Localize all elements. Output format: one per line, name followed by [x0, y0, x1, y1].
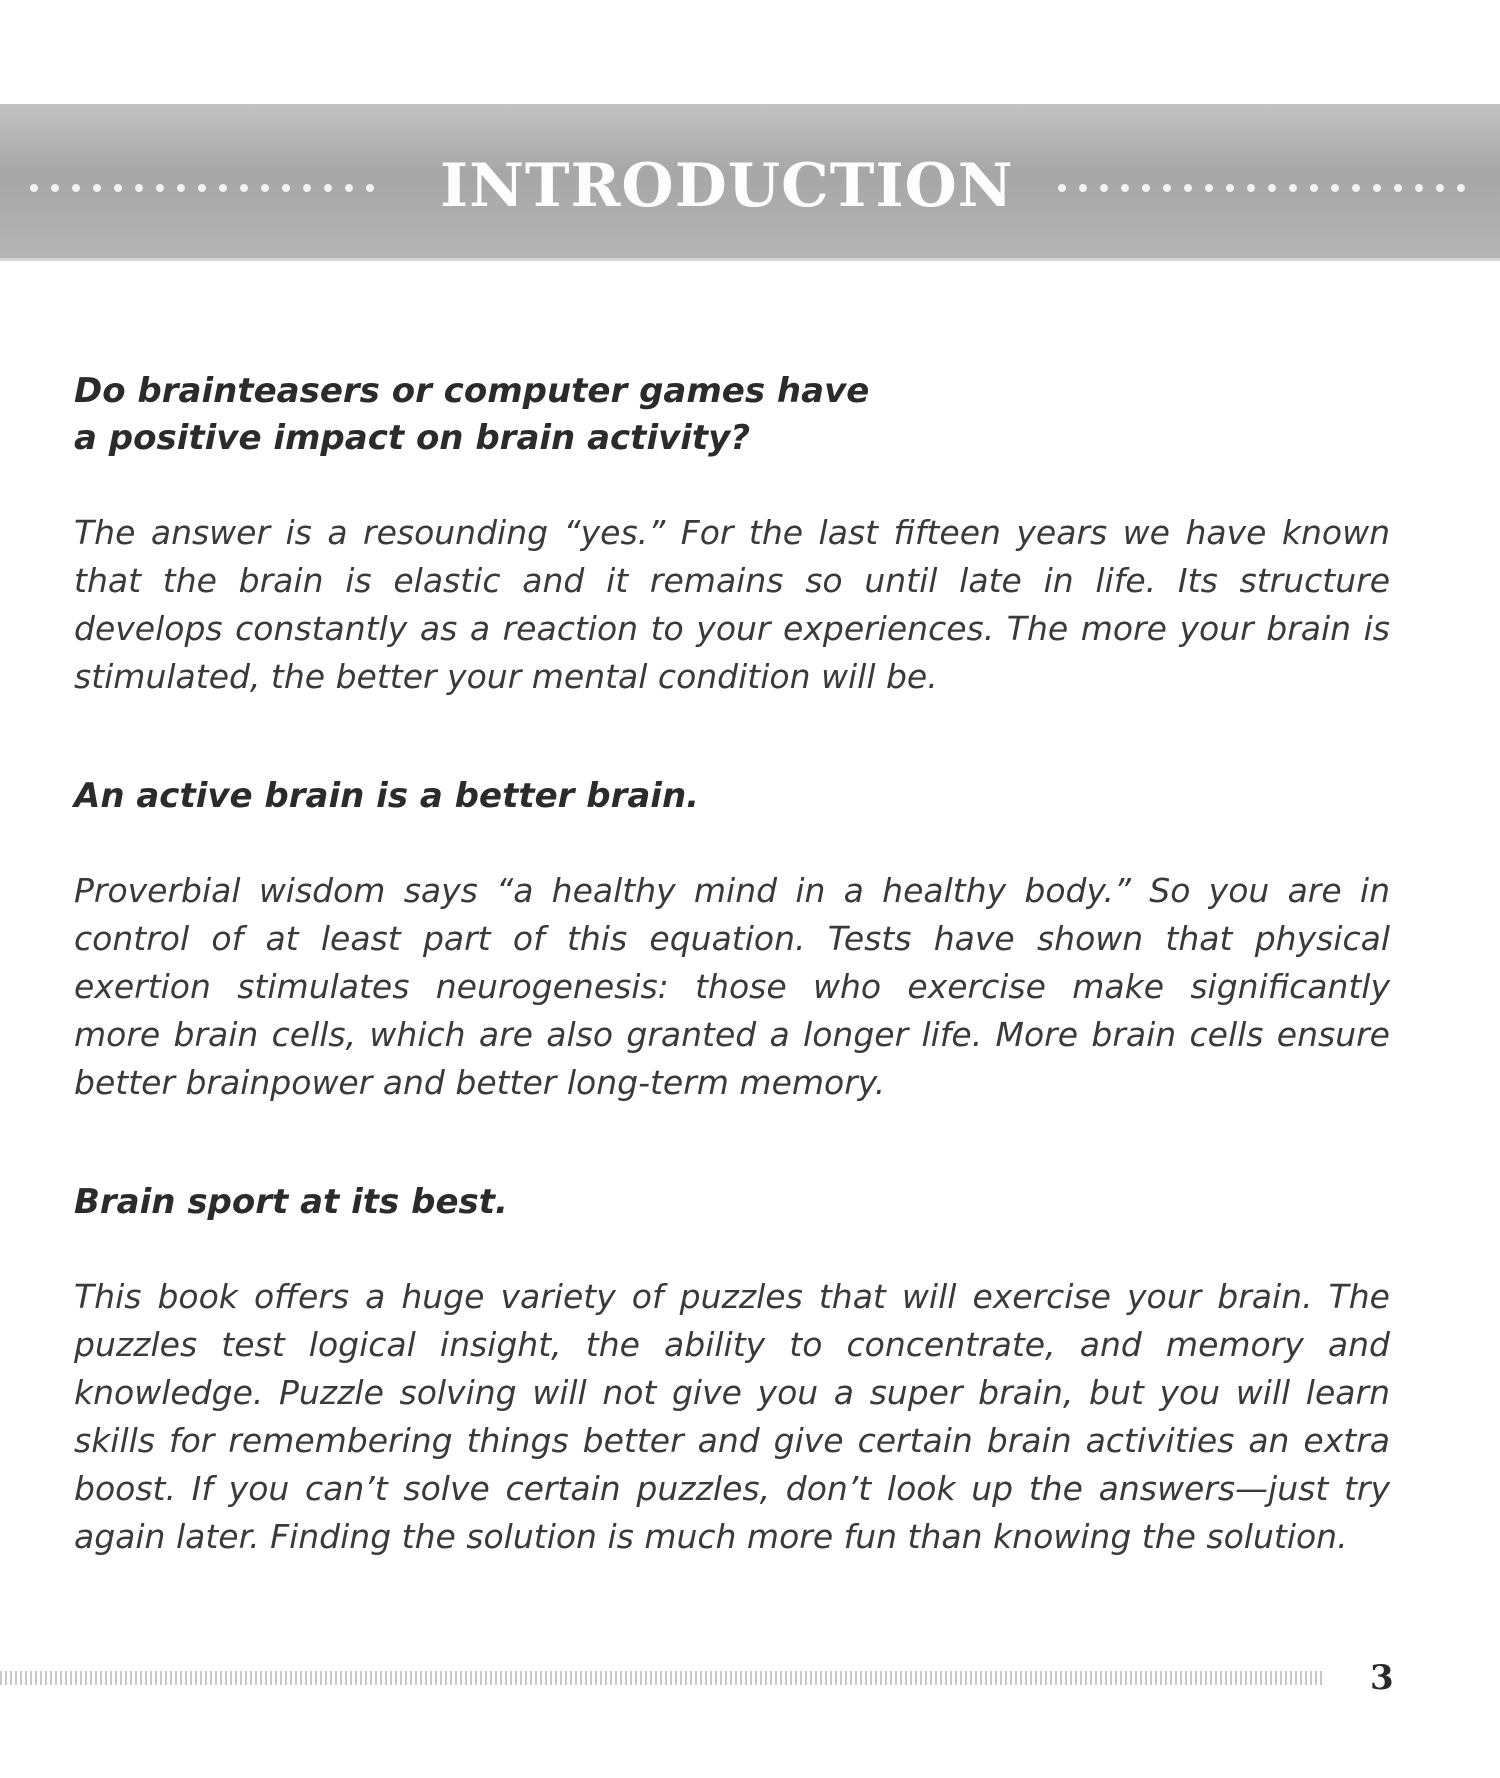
- paragraph-line: puzzles test logical insight, the ability to concentrate, and memory and: [74, 1325, 1390, 1364]
- section-paragraph: [74, 1273, 1390, 1561]
- section-heading: [74, 368, 1390, 462]
- paragraph-line: boost. If you can’t solve certain puzzles, don’t look up the answers—just try: [74, 1469, 1390, 1508]
- paragraph-line: control of at least part of this equation. Tests have shown that physical: [74, 919, 1390, 958]
- heading-line: a positive impact on brain activity?: [74, 418, 751, 458]
- heading-line: Do brainteasers or computer games have: [74, 371, 870, 411]
- heading-line: An active brain is a better brain.: [74, 776, 700, 816]
- section-paragraph: [74, 509, 1390, 701]
- paragraph-line: knowledge. Puzzle solving will not give you a super brain, but you will learn: [74, 1373, 1390, 1412]
- paragraph-line: again later. Finding the solution is much more fun than knowing the solution.: [74, 1517, 1348, 1556]
- paragraph-line: This book offers a huge variety of puzzles that will exercise your brain. The: [74, 1277, 1390, 1316]
- paragraph-line: develops constantly as a reaction to your experiences. The more your brain is: [74, 609, 1390, 648]
- banner-dots-right: [1058, 181, 1478, 195]
- paragraph-line: Proverbial wisdom says “a healthy mind in a healthy body.” So you are in: [74, 871, 1390, 910]
- paragraph-line: skills for remembering things better and give certain brain activities an extra: [74, 1421, 1390, 1460]
- paragraph-line: that the brain is elastic and it remains so until late in life. Its structure: [74, 561, 1390, 600]
- paragraph-line: more brain cells, which are also granted a longer life. More brain cells ensure: [74, 1015, 1390, 1054]
- section-paragraph: [74, 867, 1390, 1107]
- section-heading: [74, 1179, 1390, 1226]
- section-heading: [74, 773, 1390, 820]
- paragraph-line: exertion stimulates neurogenesis: those who exercise make significantly: [74, 967, 1390, 1006]
- footer-rule: [0, 1671, 1322, 1685]
- paragraph-line: stimulated, the better your mental condition will be.: [74, 657, 938, 696]
- banner-dots-left: [30, 181, 387, 195]
- paragraph-line: better brainpower and better long-term memory.: [74, 1063, 886, 1102]
- page-number: 3: [1370, 1658, 1394, 1698]
- article-body: [74, 368, 1390, 1561]
- page-title: INTRODUCTION: [440, 151, 1014, 221]
- heading-line: Brain sport at its best.: [74, 1182, 508, 1222]
- paragraph-line: The answer is a resounding “yes.” For the last fifteen years we have known: [74, 513, 1390, 552]
